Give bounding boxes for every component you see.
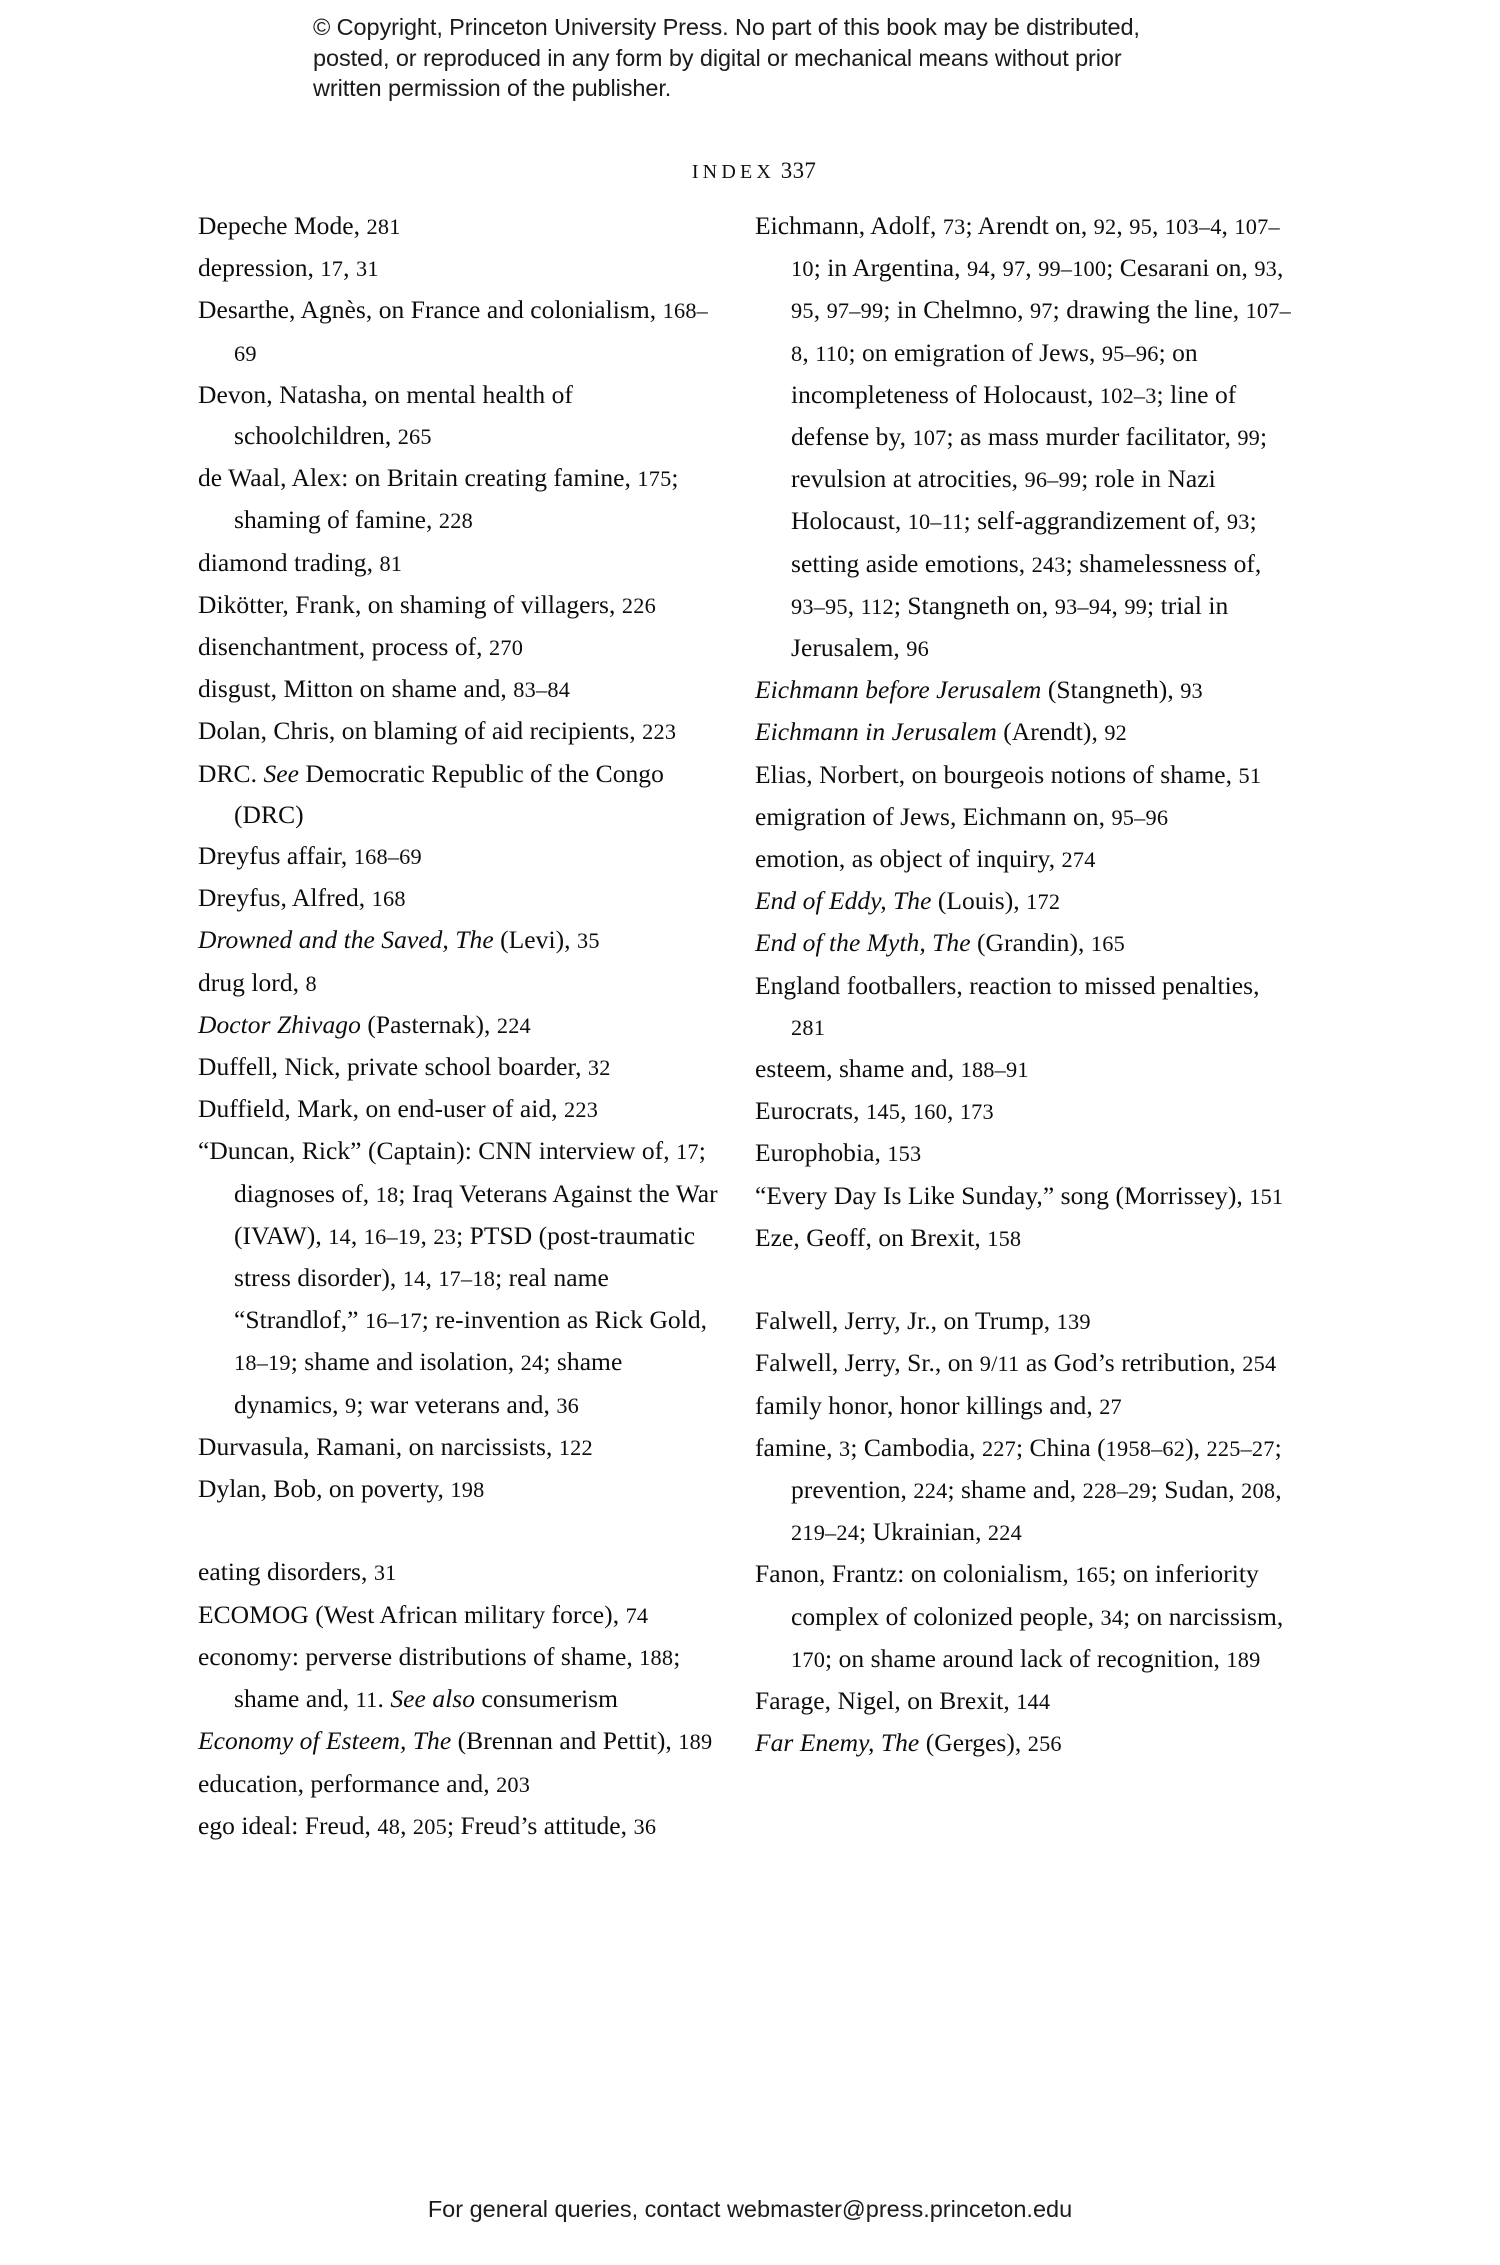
index-entry: Dylan, Bob, on poverty, 198 [198, 1474, 485, 1504]
index-entry: emigration of Jews, Eichmann on, 95–96 [755, 801, 1169, 831]
index-body [0, 205, 1500, 1995]
index-entry: ego ideal: Freud, 48, 205; Freud’s attitude, 36 [198, 1810, 657, 1840]
index-entry: Fanon, Frantz: on colonialism, 165; on inferiority complex of colonized people, 34; on narcissism, 170; on shame around lack of recognition, 189 [755, 1559, 1284, 1673]
index-column-left [198, 205, 718, 1847]
index-entry: Eze, Geoff, on Brexit, 158 [755, 1222, 1022, 1252]
page-folio: 337 [780, 158, 817, 183]
index-entry: Farage, Nigel, on Brexit, 144 [755, 1686, 1051, 1716]
index-entry: drug lord, 8 [198, 967, 317, 997]
index-entry: Duffell, Nick, private school boarder, 32 [198, 1052, 611, 1082]
index-entry: disgust, Mitton on shame and, 83–84 [198, 674, 571, 704]
index-entry: England footballers, reaction to missed penalties, 281 [755, 970, 1260, 1040]
index-entry: End of Eddy, The (Louis), 172 [755, 886, 1061, 916]
index-entry: “Every Day Is Like Sunday,” song (Morrissey), 151 [755, 1180, 1284, 1210]
index-entry: DRC. See Democratic Republic of the Congo (DRC) [198, 758, 664, 829]
index-entry: Dikötter, Frank, on shaming of villagers, 226 [198, 589, 656, 619]
index-entry: Depeche Mode, 281 [198, 211, 401, 240]
index-entry: Eichmann in Jerusalem (Arendt), 92 [755, 717, 1128, 747]
index-entry: diamond trading, 81 [198, 547, 403, 577]
index-entry: disenchantment, process of, 270 [198, 632, 524, 662]
index-entry: Europhobia, 153 [755, 1138, 922, 1168]
index-entry: Dreyfus, Alfred, 168 [198, 883, 406, 913]
index-entry: Desarthe, Agnès, on France and colonialism, 168–69 [198, 295, 709, 366]
index-entry: de Waal, Alex: on Britain creating famine, 175; shaming of famine, 228 [198, 463, 679, 535]
running-head-label: INDEX [691, 161, 776, 183]
index-entry: famine, 3; Cambodia, 227; China (1958–62), 225–27; prevention, 224; shame and, 228–29; Sudan, 208, 219–24; Ukrainian, 224 [755, 1432, 1282, 1547]
index-entry: Drowned and the Saved, The (Levi), 35 [198, 925, 600, 955]
index-entry: Dreyfus affair, 168–69 [198, 841, 422, 871]
index-entry: Falwell, Jerry, Jr., on Trump, 139 [755, 1306, 1091, 1336]
index-entry: eating disorders, 31 [198, 1557, 397, 1587]
index-column-right [755, 205, 1295, 1765]
index-entry: emotion, as object of inquiry, 274 [755, 844, 1096, 874]
index-entry: Dolan, Chris, on blaming of aid recipients, 223 [198, 716, 677, 746]
index-entry: Duffield, Mark, on end-user of aid, 223 [198, 1094, 599, 1124]
index-entry: Falwell, Jerry, Sr., on 9/11 as God’s retribution, 254 [755, 1348, 1277, 1378]
index-entry: depression, 17, 31 [198, 253, 379, 283]
index-entry: Eichmann before Jerusalem (Stangneth), 93 [755, 675, 1203, 705]
index-entry: education, performance and, 203 [198, 1768, 531, 1798]
index-entry: Durvasula, Ramani, on narcissists, 122 [198, 1431, 593, 1461]
running-head [0, 140, 1500, 184]
index-entry: ECOMOG (West African military force), 74 [198, 1599, 649, 1629]
index-entry: Elias, Norbert, on bourgeois notions of shame, 51 [755, 759, 1262, 789]
index-entry: End of the Myth, The (Grandin), 165 [755, 928, 1125, 958]
index-entry: Doctor Zhivago (Pasternak), 224 [198, 1009, 531, 1039]
index-entry: Far Enemy, The (Gerges), 256 [755, 1728, 1062, 1758]
index-entry: family honor, honor killings and, 27 [755, 1390, 1122, 1420]
index-entry: Economy of Esteem, The (Brennan and Pettit), 189 [198, 1726, 713, 1756]
index-entry: Eurocrats, 145, 160, 173 [755, 1096, 994, 1126]
index-entry: economy: perverse distributions of shame, 188; shame and, 11. See also consumerism [198, 1641, 681, 1714]
copyright-notice: © Copyright, Princeton University Press. No part of this book may be distributed, posted, or reproduced in any form by digital or mechanical means without prior written permission of the publisher. [313, 14, 1140, 101]
index-entry: Eichmann, Adolf, 73; Arendt on, 92, 95, 103–4, 107–10; in Argentina, 94, 97, 99–100; Cesarani on, 93, 95, 97–99; in Chelmno, 97; drawing the line, 107–8, 110; on emigration of Jews, 95–96; on incompleteness of Holocaust, 102–3; line of defense by, 107; as mass murder facilitator, 99; revulsion at atrocities, 96–99; role in Nazi Holocaust, 10–11; self-aggrandizement of, 93; setting aside emotions, 243; shamelessness of, 93–95, 112; Stangneth on, 93–94, 99; trial in Jerusalem, 96 [755, 211, 1291, 663]
index-entry: “Duncan, Rick” (Captain): CNN interview of, 17; diagnoses of, 18; Iraq Veterans Against the War (IVAW), 14, 16–19, 23; PTSD (post-traumatic stress disorder), 14, 17–18; real name “Strandlof,” 16–17; re-invention as Rick Gold, 18–19; shame and isolation, 24; shame dynamics, 9; war veterans and, 36 [198, 1136, 718, 1419]
footer-notice: For general queries, contact webmaster@press.princeton.edu [427, 2196, 1073, 2222]
index-entry: Devon, Natasha, on mental health of schoolchildren, 265 [198, 379, 573, 451]
index-entry: esteem, shame and, 188–91 [755, 1054, 1029, 1084]
